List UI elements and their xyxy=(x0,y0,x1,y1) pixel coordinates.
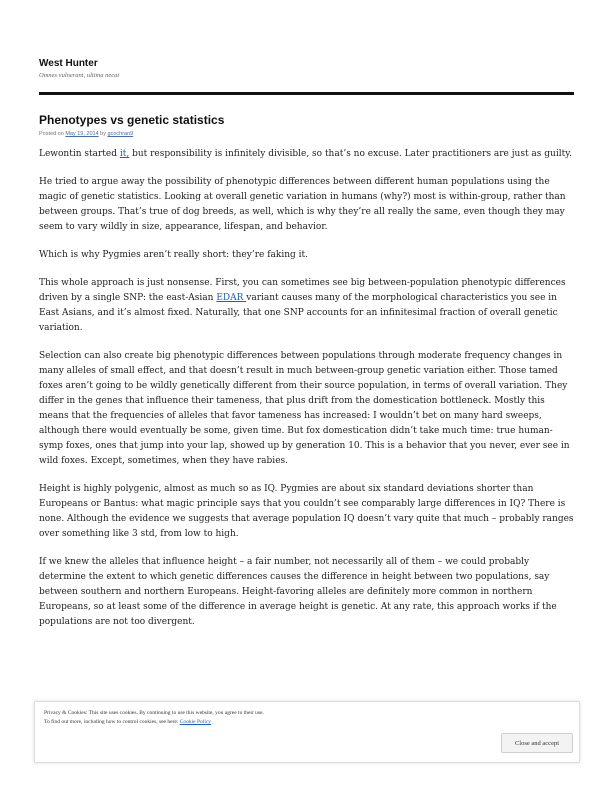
cookie-banner xyxy=(34,701,580,763)
by-label: by xyxy=(100,131,106,137)
cookie-policy-link[interactable]: Cookie Policy xyxy=(179,719,212,725)
paragraph-text: but responsibility is infinitely divisible, so that’s no excuse. Later practitioners are just as guilty. xyxy=(129,149,572,159)
post-meta xyxy=(39,131,574,137)
close-and-accept-button[interactable]: Close and accept xyxy=(501,733,573,753)
cookie-notice-prefix: To find out more, including how to control cookies, see here: xyxy=(44,719,180,725)
paragraph-text: This whole approach is just nonsense. First, you can sometimes see big between-population phenotypic differences driven by a single SNP: the east-Asian xyxy=(39,278,566,303)
site-title[interactable]: West Hunter xyxy=(39,58,98,69)
cookie-notice-text xyxy=(44,709,264,727)
edar-link[interactable]: EDAR xyxy=(216,293,247,303)
header-divider xyxy=(39,92,574,95)
post xyxy=(39,113,574,643)
paragraph xyxy=(39,147,574,162)
post-content xyxy=(39,147,574,630)
cookie-notice-line: Privacy & Cookies: This site uses cookies. By continuing to use this website, you agree to their use. xyxy=(44,710,264,716)
site-header xyxy=(39,58,574,79)
paragraph-text: variant causes many of the morphological characteristics you see in East Asians, and it’s almost fixed. Naturally, that one SNP accounts for an infinitesimal fraction of overall genetic variation. xyxy=(39,293,558,333)
paragraph: Selection can also create big phenotypic differences between populations through moderate frequency changes in many alleles of small effect, and that doesn’t result in much between-group genetic variation either. Those tamed foxes aren’t going to be wildly genetically different from their source population, in terms of overall variation. They differ in the genes that influence their tameness, that plus drift from the domestication bottleneck. Mostly this means that the frequencies of alleles that favor tameness has increased: I wouldn’t bet on many hard sweeps, although there would eventually be some, given time. But fox domestication didn’t take much time: true human-symp foxes, ones that jump into your lap, showed up by generation 10. This is a behavior that you never, ever see in wild foxes. Except, sometimes, when they have rabies. xyxy=(39,351,570,466)
paragraph: If we knew the alleles that influence height – a fair number, not necessarily all of them – we could probably determine the extent to which genetic differences causes the difference in height between two populations, say between southern and northern Europeans. Height-favoring alleles are definitely more common in northern Europeans, so at least some of the difference in average height is genetic. At any rate, this approach works if the populations are not too divergent. xyxy=(39,557,557,627)
paragraph: Height is highly polygenic, almost as much so as IQ. Pygmies are about six standard deviations shorter than Europeans or Bantus: what magic principle says that you couldn’t see comparably large differences in IQ? There is none. Although the evidence we suggests that average population IQ doesn’t vary quite that much – probably ranges over something like 3 std, from low to high. xyxy=(39,484,574,539)
paragraph-text: Lewontin started xyxy=(39,149,120,159)
post-date-link[interactable]: May 19, 2014 xyxy=(65,131,99,137)
author-link[interactable]: gcochran9 xyxy=(107,131,134,137)
site-description: Omnes vulnerant, ultima necat xyxy=(39,72,120,79)
posted-on-label: Posted on xyxy=(39,131,64,137)
cookie-notice-line xyxy=(44,718,264,727)
lewontin-link[interactable]: it, xyxy=(119,149,130,159)
paragraph xyxy=(39,276,574,336)
paragraph: Which is why Pygmies aren’t really short: they’re faking it. xyxy=(39,250,308,260)
post-title[interactable]: Phenotypes vs genetic statistics xyxy=(39,113,225,127)
paragraph: He tried to argue away the possibility of phenotypic differences between different human populations using the magic of genetic statistics. Looking at overall genetic variation in humans (why?) most is within-group, rather than between groups. That’s true of dog breeds, as well, which is why they’re all really the same, even though they may seem to vary wildly in size, appearance, lifespan, and behavior. xyxy=(39,177,566,232)
